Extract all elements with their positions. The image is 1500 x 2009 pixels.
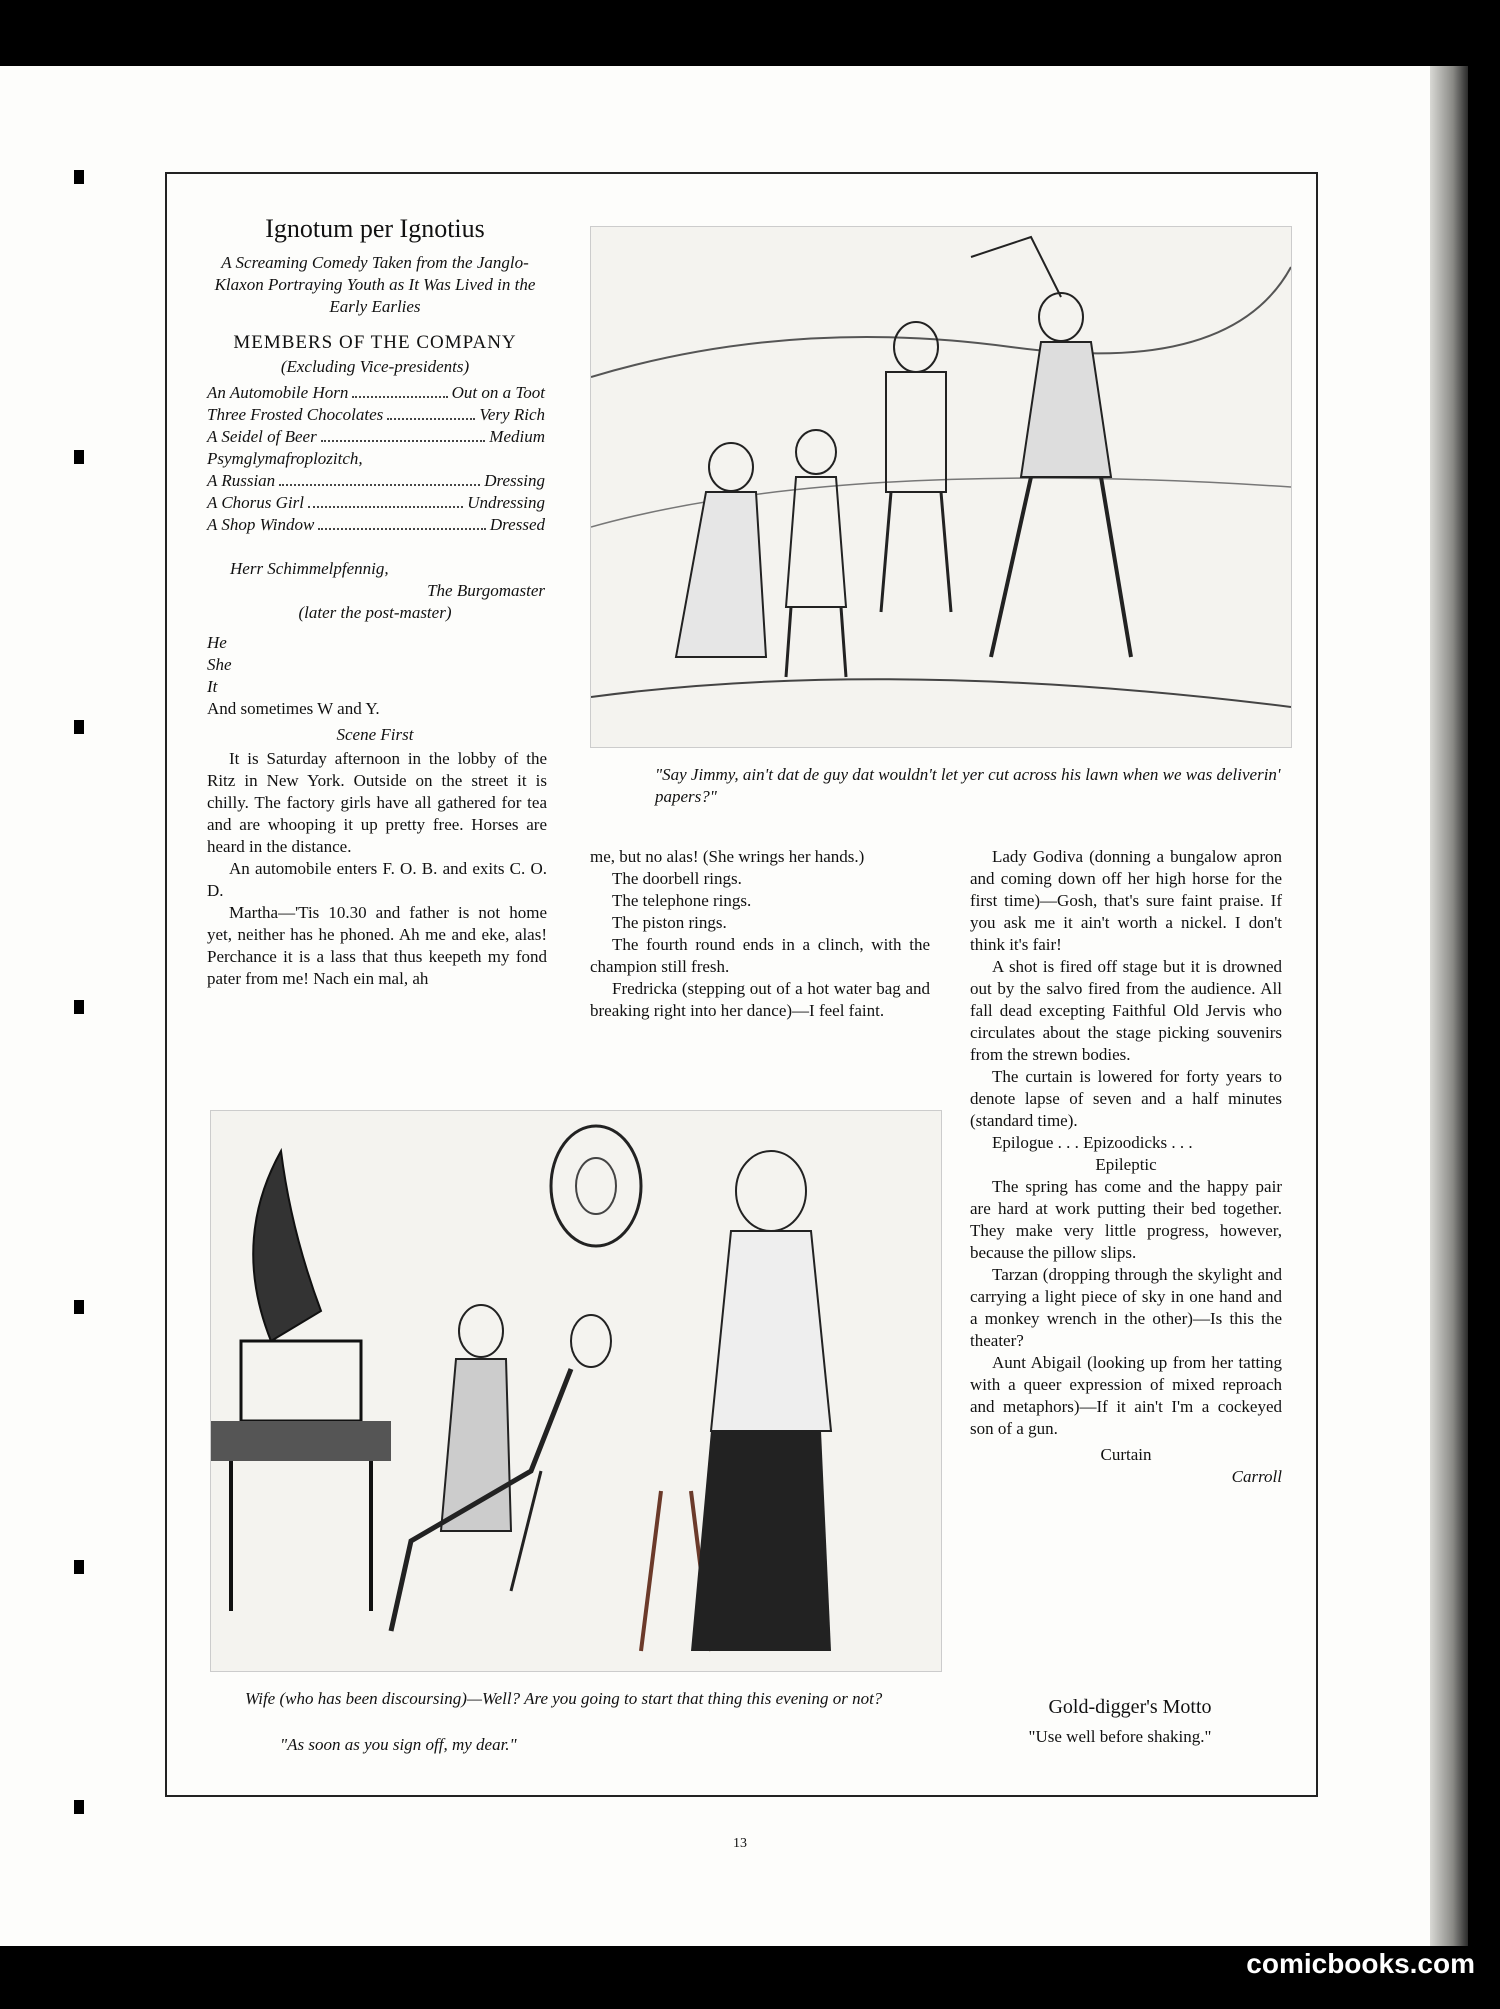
column-3-text	[970, 846, 1282, 1488]
binding-mark	[74, 170, 84, 184]
leader-dots	[352, 382, 447, 398]
pronoun-he: He	[207, 633, 227, 652]
leader-dots	[279, 470, 480, 486]
cast-role: Three Frosted Chocolates	[207, 405, 384, 424]
paragraph: me, but no alas! (She wrings her hands.)	[590, 847, 865, 866]
cast-role: An Automobile Horn	[207, 383, 349, 402]
cast-role: A Shop Window	[207, 515, 315, 534]
paragraph: A shot is fired off stage but it is drowned out by the salvo fired from the audience. All fall dead excepting Faithful Old Jervis who circulates about the stage picking souvenirs from the strewn bodies.	[970, 957, 1282, 1064]
cast-row	[207, 404, 545, 426]
cast-actor: Dressing	[484, 471, 545, 490]
sometimes-line: And sometimes W and Y.	[207, 699, 380, 718]
article-subtitle: A Screaming Comedy Taken from the Janglo-Klaxon Portraying Youth as It Was Lived in the Early Earlies	[214, 253, 536, 316]
binding-mark	[74, 1000, 84, 1014]
paragraph: It is Saturday afternoon in the lobby of the Ritz in New York. Outside on the street it is chilly. The factory girls have all gathered for tea and are whooping it up pretty free. Horses are heard in the distance.	[207, 749, 547, 856]
cast-burgomaster: The Burgomaster	[427, 581, 545, 600]
paragraph: Epileptic	[1095, 1155, 1157, 1174]
paragraph: The curtain is lowered for forty years to denote lapse of seven and a half minutes (standard time).	[970, 1067, 1282, 1130]
paragraph: The doorbell rings.	[612, 869, 742, 888]
page-edge	[1430, 66, 1468, 1946]
binding-mark	[74, 450, 84, 464]
cast-row	[207, 470, 545, 492]
binding-mark	[74, 1300, 84, 1314]
leader-dots	[308, 492, 463, 508]
binding-mark	[74, 1560, 84, 1574]
paragraph: An automobile enters F. O. B. and exits C. O. D.	[207, 859, 547, 900]
cast-role: A Chorus Girl	[207, 493, 304, 512]
leader-dots	[321, 426, 486, 442]
cast-actor: Undressing	[467, 493, 545, 512]
scene-heading: Scene First	[336, 725, 414, 744]
page-number: 13	[733, 1836, 747, 1851]
golf-cartoon-illustration	[590, 226, 1292, 748]
company-heading: MEMBERS OF THE COMPANY	[233, 332, 517, 353]
cast-actor: Dressed	[489, 515, 545, 534]
motto-text: "Use well before shaking."	[1028, 1727, 1212, 1746]
binding-mark	[74, 720, 84, 734]
golf-cartoon-caption: "Say Jimmy, ain't dat de guy dat wouldn't let yer cut across his lawn when we was deliverin' papers?"	[655, 765, 1281, 806]
gramophone-cartoon-illustration	[210, 1110, 942, 1672]
paragraph: The telephone rings.	[612, 891, 752, 910]
cast-role: Psymglymafroplozitch,	[207, 449, 363, 468]
paragraph: Epilogue . . . Epizoodicks . . .	[992, 1133, 1193, 1152]
cast-role: A Seidel of Beer	[207, 427, 317, 446]
cast-row	[207, 492, 545, 514]
article-title: Ignotum per Ignotius	[265, 214, 485, 243]
binding-mark	[74, 1800, 84, 1814]
pronoun-it: It	[207, 677, 218, 696]
cast-row	[207, 382, 545, 404]
paragraph: Tarzan (dropping through the skylight and carrying a light piece of sky in one hand and a monkey wrench in the other)—Is this the theater?	[970, 1265, 1282, 1350]
paragraph: Aunt Abigail (looking up from her tatting with a queer expression of mixed reproach and metaphors)—If it ain't I'm a cockeyed son of a gun.	[970, 1353, 1282, 1438]
leader-dots	[318, 514, 486, 530]
leader-dots	[387, 404, 475, 420]
cast-row	[207, 448, 545, 470]
gramophone-cartoon-reply: "As soon as you sign off, my dear."	[280, 1735, 517, 1754]
column-2-text	[590, 846, 930, 1022]
cast-herr: Herr Schimmelpfennig,	[230, 559, 389, 578]
cast-actor: Very Rich	[479, 405, 545, 424]
cast-actor: Out on a Toot	[451, 383, 545, 402]
paragraph: The spring has come and the happy pair are hard at work putting their bed together. They make very little progress, however, because the pillow slips.	[970, 1177, 1282, 1262]
curtain-line: Curtain	[1100, 1445, 1152, 1464]
paragraph: Fredricka (stepping out of a hot water bag and breaking right into her dance)—I feel faint.	[590, 979, 930, 1020]
gramophone-cartoon-caption: Wife (who has been discoursing)—Well? Are you going to start that thing this evening or not?	[245, 1689, 883, 1708]
paragraph: The fourth round ends in a clinch, with the champion still fresh.	[590, 935, 930, 976]
author-signature: Carroll	[1231, 1467, 1282, 1486]
cast-postmaster: (later the post-master)	[298, 603, 452, 622]
cast-role: A Russian	[207, 471, 276, 490]
paragraph: Lady Godiva (donning a bungalow apron and coming down off her high horse for the first time)—Gosh, that's sure faint praise. If you ask me it ain't worth a nickel. I don't think it's fair!	[970, 847, 1282, 954]
pronoun-she: She	[207, 655, 232, 674]
company-note: (Excluding Vice-presidents)	[280, 357, 470, 376]
column-1-text	[207, 748, 547, 990]
site-watermark: comicbooks.com	[1246, 1948, 1475, 1979]
paragraph: Martha—'Tis 10.30 and father is not home yet, neither has he phoned. Ah me and eke, alas! Perchance it is a lass that thus keepeth my fond pater from me! Nach ein mal, ah	[207, 903, 547, 988]
cast-actor: Medium	[489, 427, 545, 446]
cast-row	[207, 514, 545, 536]
paragraph: The piston rings.	[612, 913, 727, 932]
cast-row	[207, 426, 545, 448]
motto-title: Gold-digger's Motto	[1048, 1696, 1212, 1718]
cast-list	[207, 382, 545, 536]
